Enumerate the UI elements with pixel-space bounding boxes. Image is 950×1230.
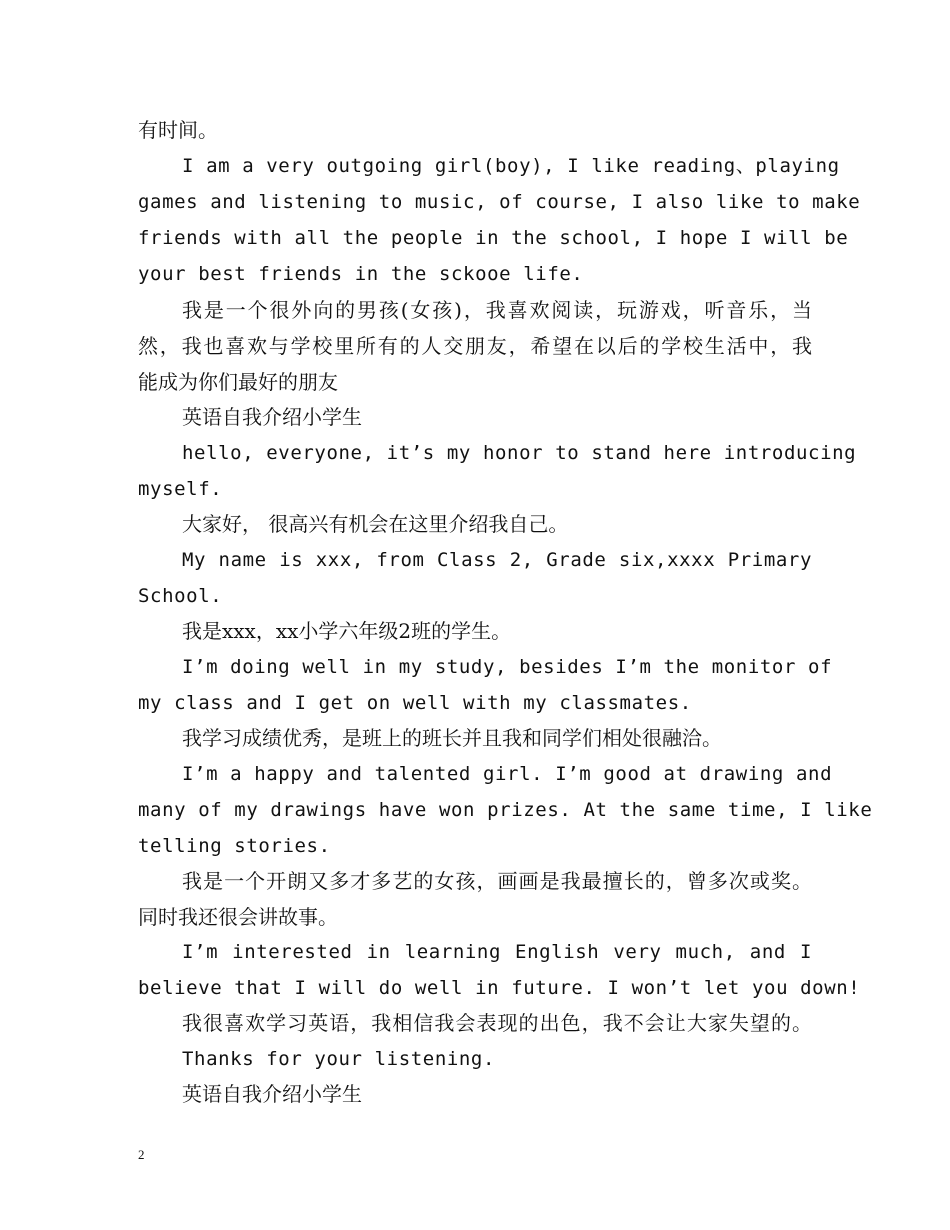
text-line: 我很喜欢学习英语，我相信我会表现的出色，我不会让大家失望的。	[182, 1011, 812, 1035]
text-line: 大家好， 很高兴有机会在这里介绍我自己。	[182, 512, 569, 536]
text-line: friends with all the people in the school, I hope I will be	[138, 227, 849, 249]
text-line: I’m interested in learning English very much, and I	[182, 941, 812, 963]
text-line: 然，我也喜欢与学校里所有的人交朋友，希望在以后的学校生活中，我	[138, 334, 812, 358]
page-number: 2	[138, 1147, 145, 1162]
text-line: School.	[138, 585, 223, 607]
text-line: many of my drawings have won prizes. At the same time, I like	[138, 799, 873, 821]
text-line: 有时间。	[138, 118, 218, 142]
text-line: 能成为你们最好的朋友	[138, 370, 338, 394]
text-line: my class and I get on well with my classmates.	[138, 692, 692, 714]
text-line: 我学习成绩优秀，是班上的班长并且我和同学们相处很融洽。	[182, 726, 722, 750]
text-line: telling stories.	[138, 835, 331, 857]
text-line: I’m doing well in my study, besides I’m the monitor of	[182, 656, 833, 678]
section-heading: 英语自我介绍小学生	[182, 405, 362, 429]
text-line: 我是一个开朗又多才多艺的女孩，画画是我最擅长的，曾多次或奖。	[182, 869, 812, 893]
text-line: 我是xxx，xx小学六年级2班的学生。	[182, 619, 512, 643]
text-line: hello, everyone, it’s my honor to stand here introducing	[182, 442, 857, 464]
text-line: I’m a happy and talented girl. I’m good at drawing and	[182, 763, 833, 785]
text-line: Thanks for your listening.	[182, 1048, 496, 1070]
section-heading: 英语自我介绍小学生	[182, 1082, 362, 1106]
text-line: believe that I will do well in future. I won’t let you down!	[138, 977, 861, 999]
text-line: I am a very outgoing girl(boy), I like reading、playing	[182, 155, 840, 177]
text-line: games and listening to music, of course, I also like to make	[138, 191, 861, 213]
text-line: myself.	[138, 478, 223, 500]
text-line: My name is xxx, from Class 2, Grade six,xxxx Primary	[182, 549, 812, 571]
text-line: 同时我还很会讲故事。	[138, 905, 338, 929]
text-line: your best friends in the sckooe life.	[138, 263, 584, 285]
text-line: 我是一个很外向的男孩(女孩)，我喜欢阅读，玩游戏，听音乐，当	[182, 298, 812, 322]
